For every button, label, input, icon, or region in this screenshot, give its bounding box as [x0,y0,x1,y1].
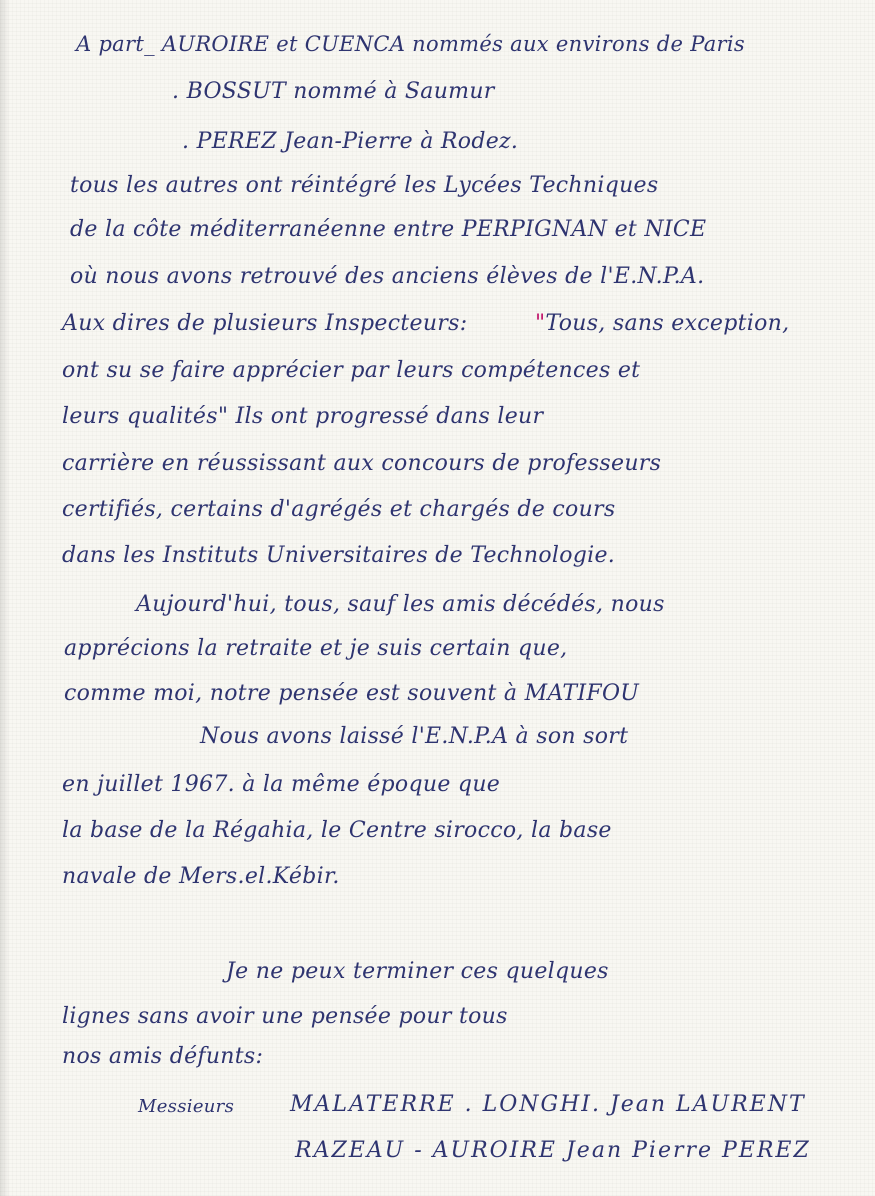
quote-mark: " [535,311,546,336]
letter-line-10: carrière en réussissant aux concours de professeurs [62,451,662,476]
letter-line-22: nos amis défunts: [62,1044,264,1069]
letter-line-18: la base de la Régahia, le Centre sirocco, la base [62,818,612,843]
letter-line-9: leurs qualités" Ils ont progressé dans leur [62,404,544,429]
letter-line-20: Je ne peux terminer ces quelques [226,959,609,984]
letter-line-4: tous les autres ont réintégré les Lycées Techniques [70,173,659,198]
letter-line-16: Nous avons laissé l'E.N.P.A à son sort [200,724,629,749]
quote-text: Tous, sans exception, [545,311,790,336]
page-edge-shadow [0,0,10,1196]
letter-line-11: certifiés, certains d'agrégés et chargés de cours [62,497,616,522]
letter-line-1: A part_ AUROIRE et CUENCA nommés aux environs de Paris [76,32,745,56]
letter-line-17: en juillet 1967. à la même époque que [62,772,501,797]
letter-line-8: ont su se faire apprécier par leurs compétences et [62,358,641,383]
letter-line-6: où nous avons retrouvé des anciens élèves de l'E.N.P.A. [70,264,705,289]
letter-line-21: lignes sans avoir une pensée pour tous [62,1004,508,1029]
letter-line-14: apprécions la retraite et je suis certain que, [64,636,568,661]
letter-line-13: Aujourd'hui, tous, sauf les amis décédés, nous [136,592,665,617]
letter-line-3: . PEREZ Jean-Pierre à Rodez. [182,129,519,154]
letter-line-5: de la côte méditerranéenne entre PERPIGNAN et NICE [70,217,707,242]
letter-line-19: navale de Mers.el.Kébir. [62,864,340,889]
letter-line-7: Aux dires de plusieurs Inspecteurs: [62,311,468,336]
letter-line-7-quote [535,310,789,338]
letter-line-2: . BOSSUT nommé à Saumur [172,79,495,104]
letter-line-12: dans les Instituts Universitaires de Technologie. [62,543,616,568]
letter-line-15: comme moi, notre pensée est souvent à MATIFOU [64,681,640,706]
letter-line-23: Messieurs [138,1096,235,1117]
letter-line-24: MALATERRE . LONGHI. Jean LAURENT [290,1092,806,1117]
letter-line-25: RAZEAU - AUROIRE Jean Pierre PEREZ [295,1138,811,1163]
